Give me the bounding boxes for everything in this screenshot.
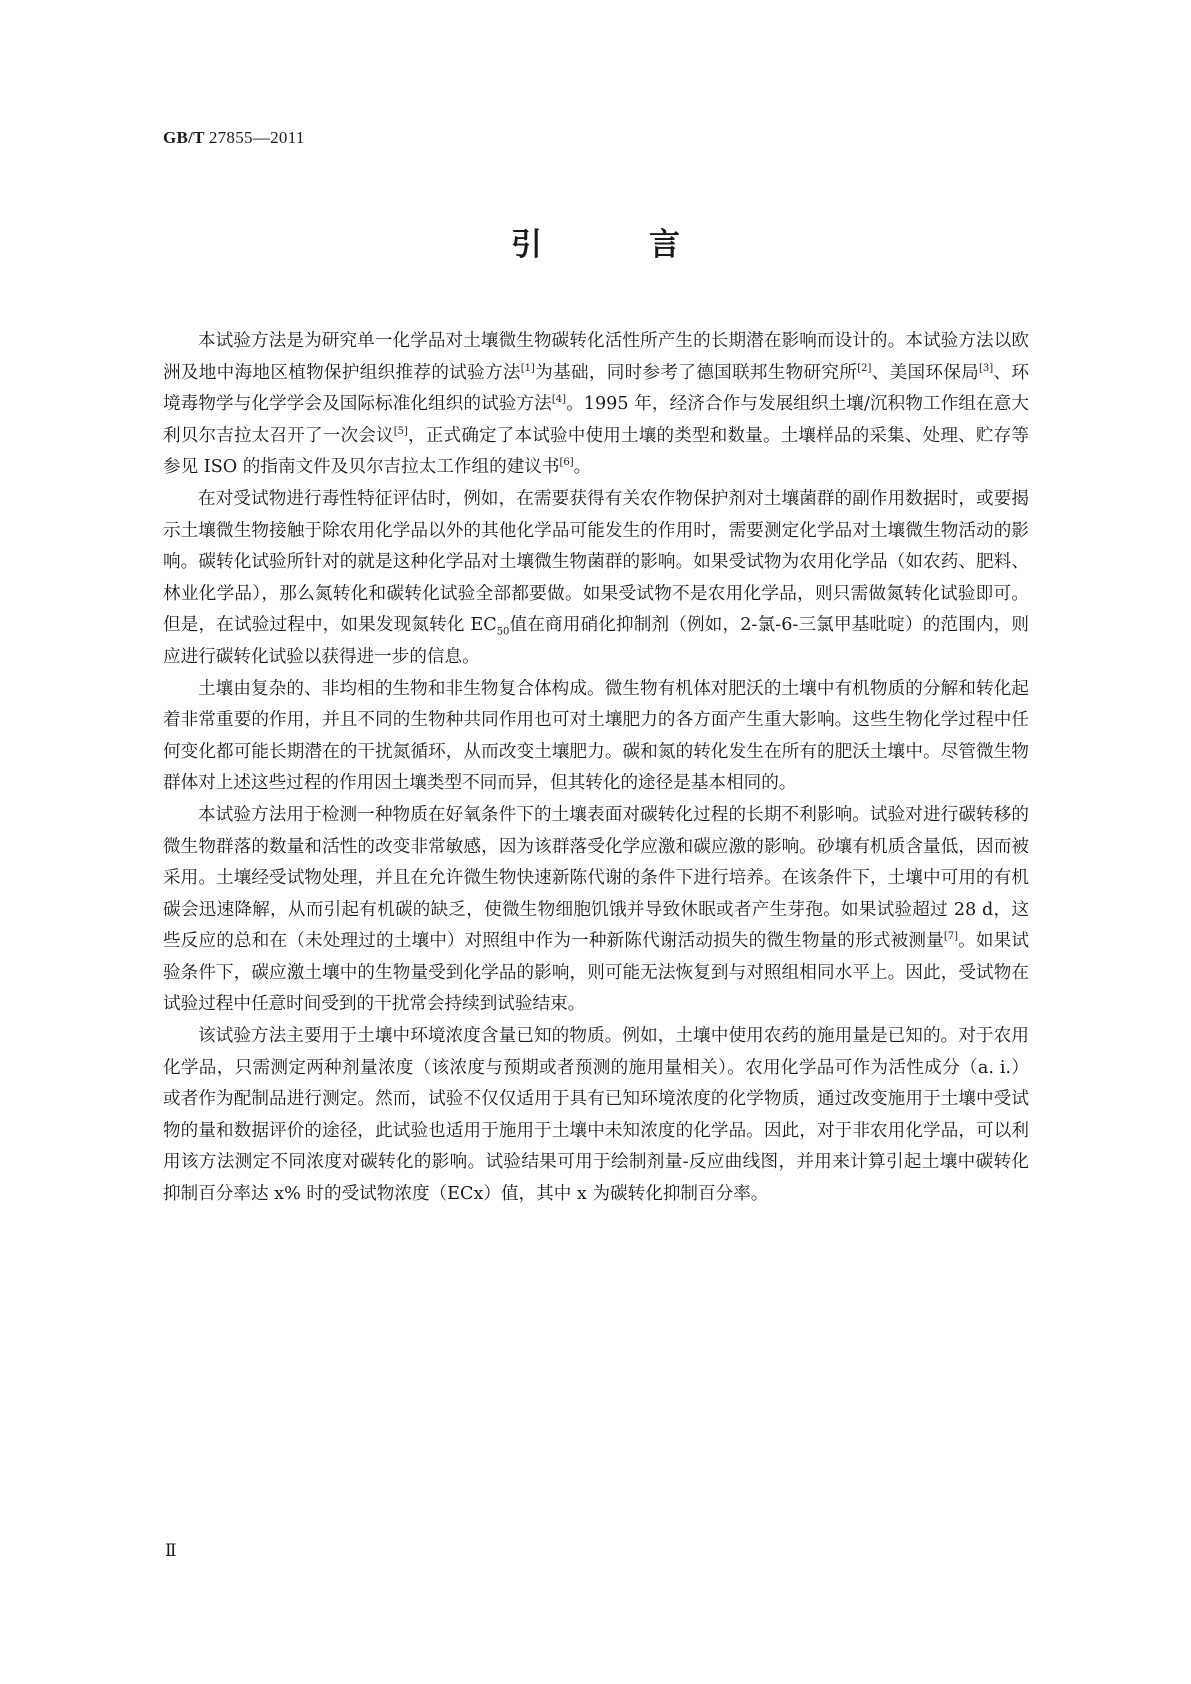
paragraph-1 [163,326,1029,484]
paragraph-text: 本试验方法是为研究单一化学品对土壤微生物碳转化活性所产生的长期潜在影响而设计的。本试验方法以欧洲及地中海地区植物保护组织推荐的试验方法 [163,331,1029,383]
standard-prefix: GB/T [163,128,205,147]
paragraph-text: 、美国环保局 [871,362,980,383]
paragraph-text: 。如果试验条件下，碳应激土壤中的生物量受到化学品的影响，则可能无法恢复到与对照组相同水平上。因此，受试物在试验过程中任意时间受到的干扰常会持续到试验结束。 [163,931,1029,1015]
paragraph-3: 土壤由复杂的、非均相的生物和非生物复合体构成。微生物有机体对肥沃的土壤中有机物质的分解和转化起着非常重要的作用，并且不同的生物种共同作用也可对土壤肥力的各方面产生重大影响。这些生物化学过程中任何变化都可能长期潜在的干扰氮循环，从而改变土壤肥力。碳和氮的转化发生在所有的肥沃土壤中。尽管微生物群体对上述这些过程的作用因土壤类型不同而异，但其转化的途径是基本相同的。 [163,678,1029,794]
paragraph-text: 值在商用硝化抑制剂（例如，2-氯-6-三氯甲基吡啶）的范围内，则应进行碳转化试验以获得进一步的信息。 [163,615,1029,667]
paragraph-text: 在对受试物进行毒性特征评估时，例如，在需要获得有关农作物保护剂对土壤菌群的副作用数据时，或要揭示土壤微生物接触于除农用化学品以外的其他化学品可能发生的作用时，需要测定化学品对土壤微生物活动的影响。碳转化试验所针对的就是这种化学品对土壤微生物菌群的影响。如果受试物为农用化学品（如农药、肥料、林业化学品），那么氮转化和碳转化试验全部都要做。如果受试物不是农用化学品，则只需做氮转化试验即可。但是，在试验过程中，如果发现氮转化 EC [163,488,1029,636]
paragraph-text: ，正式确定了本试验中使用土壤的类型和数量。土壤样品的采集、处理、贮存等参见 ISO 的指南文件及贝尔吉拉太工作组的建议书 [163,425,1029,478]
paragraph-2 [163,484,1029,674]
paragraph-4 [163,800,1029,1021]
paragraph-text: 为基础，同时参考了德国联邦生物研究所 [534,362,858,383]
page-title: 引 言 [511,227,718,263]
subscript: 50 [496,626,510,638]
reference-marker: [2] [857,362,872,374]
reference-marker: [7] [943,931,958,943]
reference-marker: [4] [551,394,567,406]
standard-code [163,128,305,148]
reference-marker: [3] [979,362,994,374]
paragraph-text: 。 [573,457,592,478]
page-number: Ⅱ [165,1541,177,1560]
reference-marker: [1] [520,362,535,374]
paragraph-text: 。1995 年，经济合作与发展组织土壤/沉积物工作组在意大利贝尔吉拉太召开了一次会议 [163,394,1029,446]
reference-marker: [5] [393,425,408,437]
reference-marker: [6] [559,457,574,469]
paragraph-text: 、环境毒物学与化学学会及国际标准化组织的试验方法 [163,362,1029,415]
standard-number: 27855—2011 [208,128,305,147]
paragraph-5: 该试验方法主要用于土壤中环境浓度含量已知的物质。例如，土壤中使用农药的施用量是已知的。对于农用化学品，只需测定两种剂量浓度（该浓度与预期或者预测的施用量相关）。农用化学品可作为活性成分（a. i.）或者作为配制品进行测定。然而，试验不仅仅适用于具有已知环境浓度的化学物质，通过改变施用于土壤中受试物的量和数据评价的途径，此试验也适用于施用于土壤中未知浓度的化学品。因此，对于非农用化学品，可以利用该方法测定不同浓度对碳转化的影响。试验结果可用于绘制剂量-反应曲线图，并用来计算引起土壤中碳转化抑制百分率达 x% 时的受试物浓度（ECx）值，其中 x 为碳转化抑制百分率。 [163,1026,1029,1205]
paragraph-text: 本试验方法用于检测一种物质在好氧条件下的土壤表面对碳转化过程的长期不利影响。试验对进行碳转移的微生物群落的数量和活性的改变非常敏感，因为该群落受化学应激和碳应激的影响。砂壤有机质含量低，因而被采用。土壤经受试物处理，并且在允许微生物快速新陈代谢的条件下进行培养。在该条件下，土壤中可用的有机碳会迅速降解，从而引起有机碳的缺乏，使微生物细胞饥饿并导致休眠或者产生芽孢。如果试验超过 28 d，这些反应的总和在（未处理过的土壤中）对照组中作为一种新陈代谢活动损失的微生物量的形式被测量 [163,804,1029,952]
document-body [163,326,1029,1211]
